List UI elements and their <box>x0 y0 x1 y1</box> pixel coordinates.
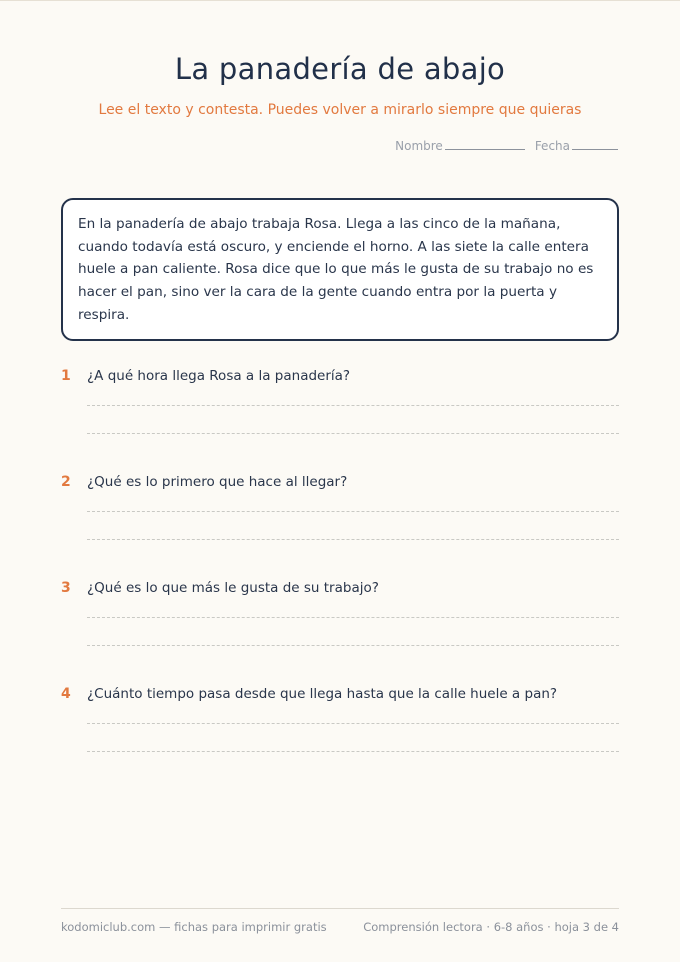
date-blank <box>572 148 618 150</box>
name-date-fields <box>395 139 618 153</box>
footer-sheet-info: Comprensión lectora · 6-8 años · hoja 3 de 4 <box>363 920 619 934</box>
question-text: ¿Qué es lo que más le gusta de su trabajo? <box>87 580 379 596</box>
answer-line <box>87 433 619 434</box>
name-label: Nombre <box>395 139 443 153</box>
footer-divider <box>61 908 619 909</box>
footer-site: kodomiclub.com — fichas para imprimir gratis <box>61 920 327 934</box>
question-number: 2 <box>61 474 71 490</box>
question-3 <box>61 580 619 650</box>
answer-line <box>87 405 619 406</box>
question-text: ¿Cuánto tiempo pasa desde que llega hasta que la calle huele a pan? <box>87 686 558 702</box>
answer-line <box>87 751 619 752</box>
question-2 <box>61 474 619 544</box>
question-number: 1 <box>61 368 71 384</box>
answer-line <box>87 723 619 724</box>
question-text: ¿Qué es lo primero que hace al llegar? <box>87 474 348 490</box>
answer-line <box>87 511 619 512</box>
question-4 <box>61 686 619 756</box>
date-label: Fecha <box>534 139 570 153</box>
name-blank <box>445 148 525 150</box>
answer-line <box>87 617 619 618</box>
top-border <box>0 0 680 1</box>
question-text: ¿A qué hora llega Rosa a la panadería? <box>87 368 351 384</box>
page-title: La panadería de abajo <box>174 52 506 86</box>
reading-passage: En la panadería de abajo trabaja Rosa. Llega a las cinco de la mañana, cuando todavía está oscuro, y enciende el horno. A las siete la calle entera huele a pan caliente. Rosa dice que lo que más le gusta de su trabajo no es hacer el pan, sino ver la cara de la gente cuando entra por la puerta y respira. <box>61 198 619 341</box>
answer-line <box>87 539 619 540</box>
question-number: 3 <box>61 580 71 596</box>
question-1 <box>61 368 619 438</box>
question-number: 4 <box>61 686 71 702</box>
answer-line <box>87 645 619 646</box>
instructions: Lee el texto y contesta. Puedes volver a mirarlo siempre que quieras <box>98 102 582 118</box>
